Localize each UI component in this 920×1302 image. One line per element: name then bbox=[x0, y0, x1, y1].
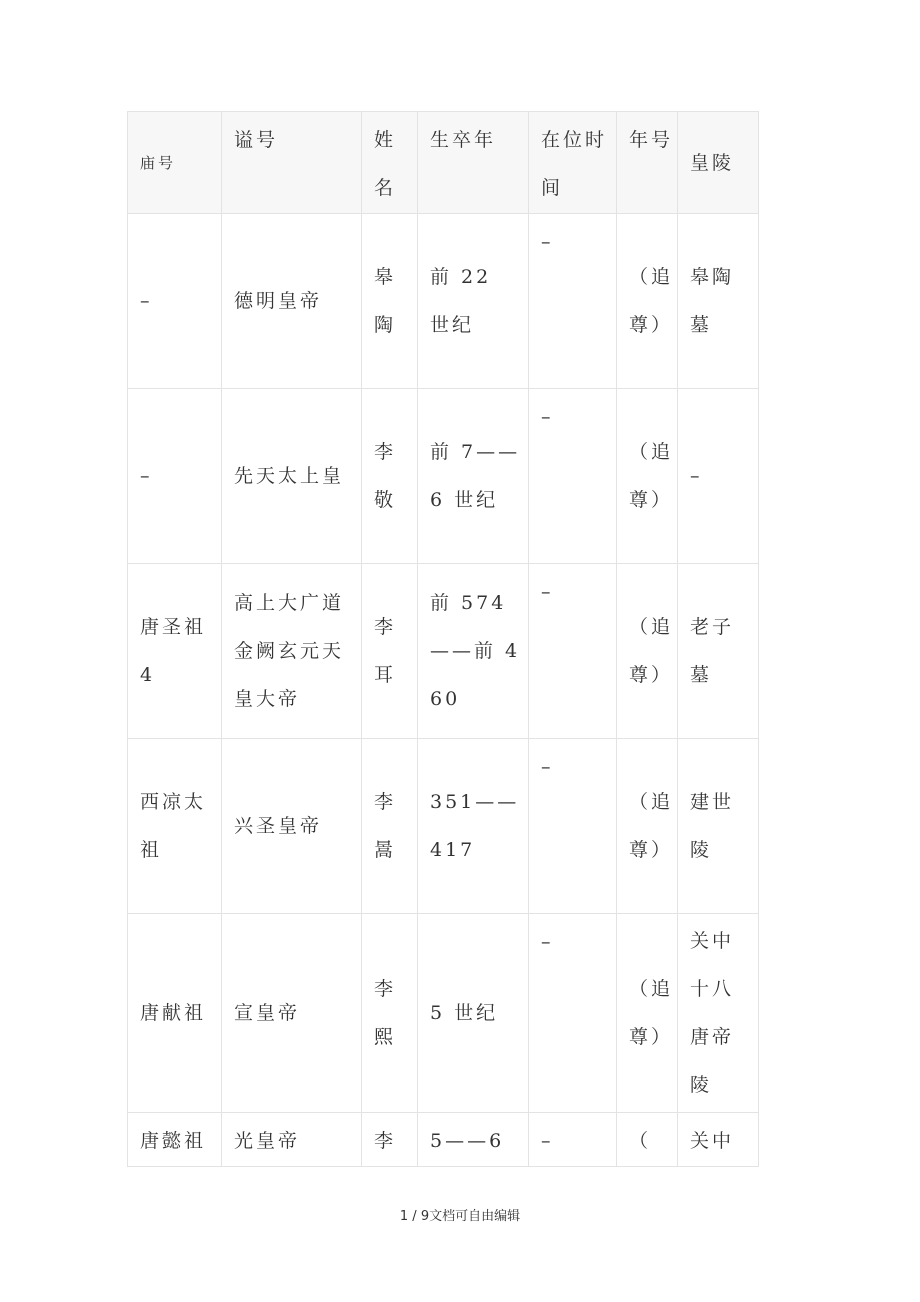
cell-mausoleum: 建世陵 bbox=[678, 739, 759, 914]
cell-temple-name: – bbox=[128, 214, 222, 389]
cell-mausoleum: 关中十八唐帝陵 bbox=[678, 914, 759, 1113]
table-row bbox=[128, 914, 759, 1113]
header-personal-name: 姓名 bbox=[362, 112, 418, 214]
table-row bbox=[128, 1113, 759, 1167]
cell-lifespan: 前 7——6 世纪 bbox=[418, 389, 529, 564]
cell-posthumous-name: 光皇帝 bbox=[222, 1113, 362, 1167]
table-row bbox=[128, 389, 759, 564]
cell-lifespan: 5——6 bbox=[418, 1113, 529, 1167]
cell-temple-name: 唐懿祖 bbox=[128, 1113, 222, 1167]
cell-posthumous-name: 先天太上皇 bbox=[222, 389, 362, 564]
table-header-row bbox=[128, 112, 759, 214]
header-temple-name: 庙号 bbox=[128, 112, 222, 214]
header-posthumous-name: 谥号 bbox=[222, 112, 362, 214]
cell-posthumous-name: 宣皇帝 bbox=[222, 914, 362, 1113]
cell-reign-period: – bbox=[529, 1113, 617, 1167]
cell-lifespan: 前 574——前 460 bbox=[418, 564, 529, 739]
cell-era-name: （ bbox=[617, 1113, 678, 1167]
cell-era-name: （追尊） bbox=[617, 214, 678, 389]
cell-mausoleum: 皋陶墓 bbox=[678, 214, 759, 389]
cell-era-name: （追尊） bbox=[617, 914, 678, 1113]
cell-posthumous-name: 兴圣皇帝 bbox=[222, 739, 362, 914]
cell-personal-name: 李 bbox=[362, 1113, 418, 1167]
header-era-name: 年号 bbox=[617, 112, 678, 214]
cell-personal-name: 李敬 bbox=[362, 389, 418, 564]
header-lifespan: 生卒年 bbox=[418, 112, 529, 214]
cell-personal-name: 李暠 bbox=[362, 739, 418, 914]
cell-temple-name: 唐圣祖 4 bbox=[128, 564, 222, 739]
table-row bbox=[128, 564, 759, 739]
table-row bbox=[128, 214, 759, 389]
cell-temple-name: 西凉太祖 bbox=[128, 739, 222, 914]
cell-lifespan: 前 22 世纪 bbox=[418, 214, 529, 389]
cell-posthumous-name: 高上大广道金阙玄元天皇大帝 bbox=[222, 564, 362, 739]
cell-temple-name: – bbox=[128, 389, 222, 564]
table-row bbox=[128, 739, 759, 914]
cell-reign-period: – bbox=[529, 914, 617, 1113]
cell-personal-name: 李熙 bbox=[362, 914, 418, 1113]
cell-era-name: （追尊） bbox=[617, 739, 678, 914]
page-footer: 1 / 9文档可自由编辑 bbox=[399, 1209, 521, 1224]
cell-temple-name: 唐献祖 bbox=[128, 914, 222, 1113]
cell-reign-period: – bbox=[529, 389, 617, 564]
cell-reign-period: – bbox=[529, 214, 617, 389]
cell-lifespan: 351——417 bbox=[418, 739, 529, 914]
cell-mausoleum: 老子墓 bbox=[678, 564, 759, 739]
emperor-table bbox=[127, 111, 759, 1167]
cell-reign-period: – bbox=[529, 739, 617, 914]
cell-era-name: （追尊） bbox=[617, 389, 678, 564]
header-mausoleum: 皇陵 bbox=[678, 112, 759, 214]
cell-mausoleum: – bbox=[678, 389, 759, 564]
cell-lifespan: 5 世纪 bbox=[418, 914, 529, 1113]
cell-reign-period: – bbox=[529, 564, 617, 739]
cell-posthumous-name: 德明皇帝 bbox=[222, 214, 362, 389]
cell-mausoleum: 关中 bbox=[678, 1113, 759, 1167]
header-reign-period: 在位时间 bbox=[529, 112, 617, 214]
cell-era-name: （追尊） bbox=[617, 564, 678, 739]
cell-personal-name: 皋陶 bbox=[362, 214, 418, 389]
cell-personal-name: 李耳 bbox=[362, 564, 418, 739]
